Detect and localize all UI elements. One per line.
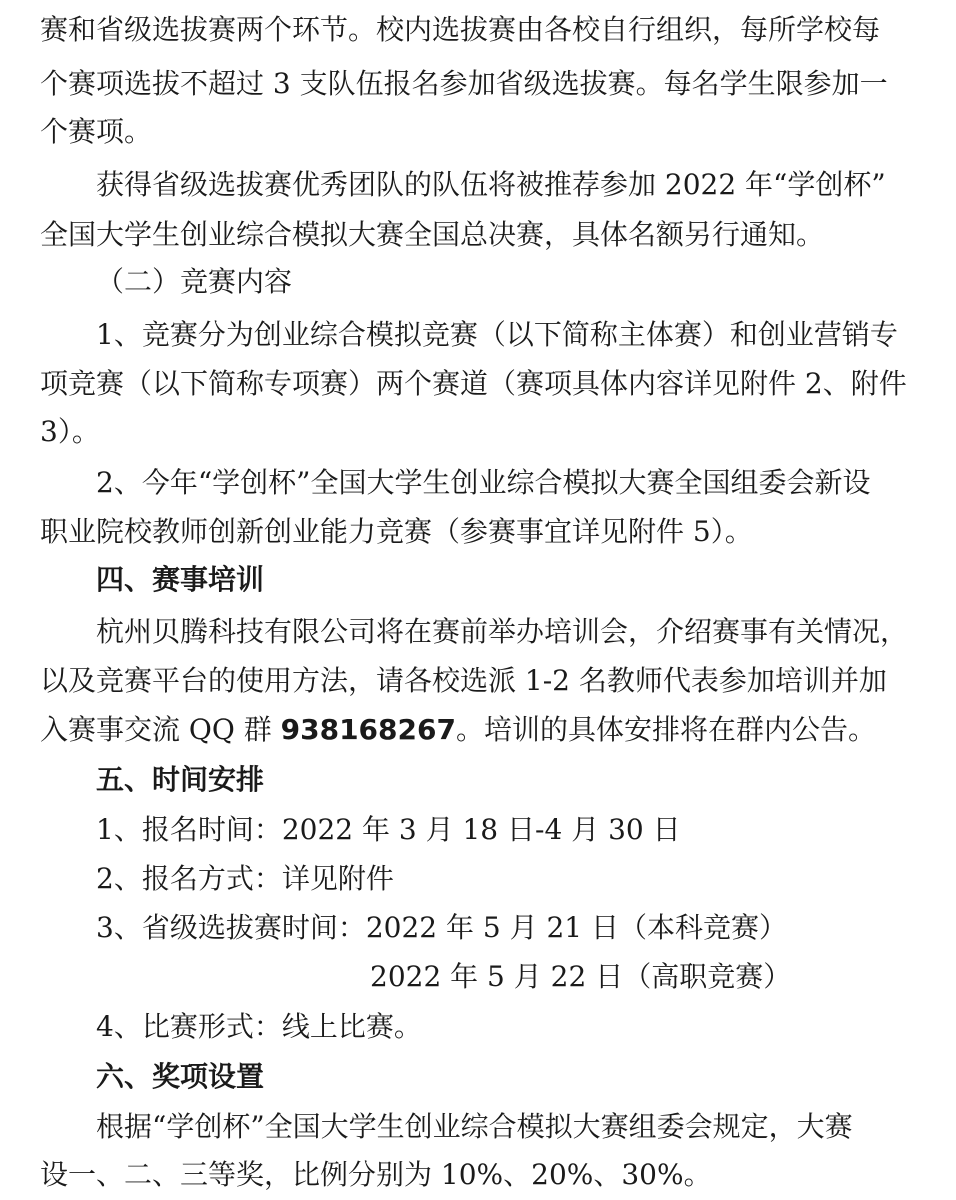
section-heading: 五、时间安排 [96,763,265,796]
qq-suffix: 。培训的具体安排将在群内公告。 [455,713,876,746]
schedule-item: 2022 年 5 月 22 日（高职竞赛） [370,960,792,993]
para-text: 全国大学生创业综合模拟大赛全国总决赛，具体名额另行通知。 [40,218,825,251]
para-text: 职业院校教师创新创业能力竞赛（参赛事宜详见附件 5）。 [40,515,753,548]
qq-prefix: 入赛事交流 QQ 群 [40,713,281,746]
para-text: 个赛项选拔不超过 3 支队伍报名参加省级选拔赛。每名学生限参加一 [40,67,888,100]
para-text: 3）。 [40,415,100,448]
schedule-item: 4、比赛形式：线上比赛。 [96,1010,422,1043]
para-text-with-qq [40,710,876,750]
schedule-item: 3、省级选拔赛时间：2022 年 5 月 21 日（本科竞赛） [96,911,788,944]
para-text: 个赛项。 [40,115,153,148]
para-text: 设一、二、三等奖，比例分别为 10%、20%、30%。 [40,1158,712,1191]
para-text: 根据“学创杯”全国大学生创业综合模拟大赛组委会规定，大赛 [96,1110,853,1143]
qq-group-number: 938168267 [280,713,456,746]
para-text: 获得省级选拔赛优秀团队的队伍将被推荐参加 2022 年“学创杯” [96,168,886,201]
subsection-heading: （二）竞赛内容 [96,265,293,298]
section-heading: 四、赛事培训 [96,563,265,596]
para-text: 赛和省级选拔赛两个环节。校内选拔赛由各校自行组织，每所学校每 [40,13,881,46]
para-text: 1、竞赛分为创业综合模拟竞赛（以下简称主体赛）和创业营销专 [96,318,898,351]
schedule-item: 2、报名方式：详见附件 [96,862,394,895]
schedule-item: 1、报名时间：2022 年 3 月 18 日-4 月 30 日 [96,813,681,846]
section-heading: 六、奖项设置 [96,1060,265,1093]
para-text: 杭州贝腾科技有限公司将在赛前举办培训会，介绍赛事有关情况， [96,615,909,648]
para-text: 项竞赛（以下简称专项赛）两个赛道（赛项具体内容详见附件 2、附件 [40,367,907,400]
para-text: 2、今年“学创杯”全国大学生创业综合模拟大赛全国组委会新设 [96,466,871,499]
para-text: 以及竞赛平台的使用方法，请各校选派 1-2 名教师代表参加培训并加 [40,664,887,697]
